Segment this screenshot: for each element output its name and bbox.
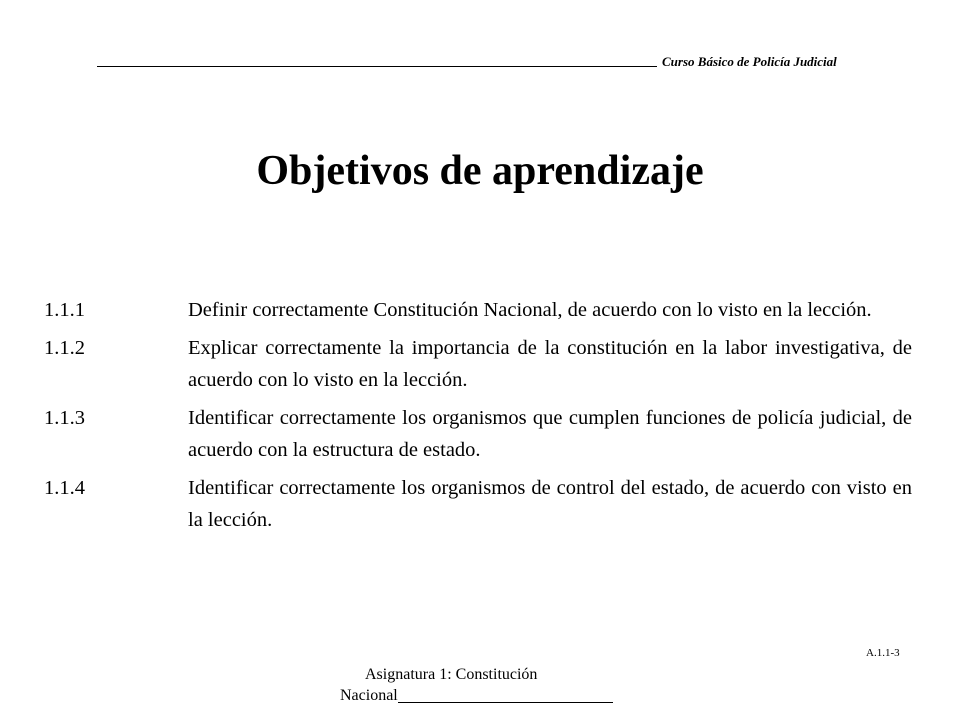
footer-subject-line1: Asignatura 1: Constitución	[365, 666, 538, 683]
footer-rule	[398, 686, 613, 703]
objective-text: Explicar correctamente la importancia de la constitución en la labor investigativa, de acuerdo con lo visto en la lección.	[188, 337, 912, 391]
footer-subject-line2: Nacional	[340, 687, 398, 704]
objective-number: 1.1.2	[44, 337, 85, 359]
objectives-list	[44, 294, 912, 542]
objective-item	[44, 332, 912, 396]
footer-subject-line2-wrap	[340, 685, 630, 706]
objective-item	[44, 402, 912, 466]
objective-number: 1.1.3	[44, 407, 85, 429]
header-course-name: Curso Básico de Policía Judicial	[662, 54, 837, 69]
objective-item	[44, 294, 912, 326]
footer-subject	[340, 664, 630, 706]
objective-text: Identificar correctamente los organismos que cumplen funciones de policía judicial, de acuerdo con la estructura de estado.	[188, 407, 912, 461]
slide-code: A.1.1-3	[866, 647, 900, 659]
objective-text: Identificar correctamente los organismos de control del estado, de acuerdo con visto en la lección.	[188, 477, 912, 531]
objective-item	[44, 472, 912, 536]
header-rule	[97, 66, 657, 67]
objective-number: 1.1.4	[44, 477, 85, 499]
page-title: Objetivos de aprendizaje	[256, 148, 704, 194]
objective-number: 1.1.1	[44, 299, 85, 321]
objective-text: Definir correctamente Constitución Nacional, de acuerdo con lo visto en la lección.	[188, 299, 872, 321]
